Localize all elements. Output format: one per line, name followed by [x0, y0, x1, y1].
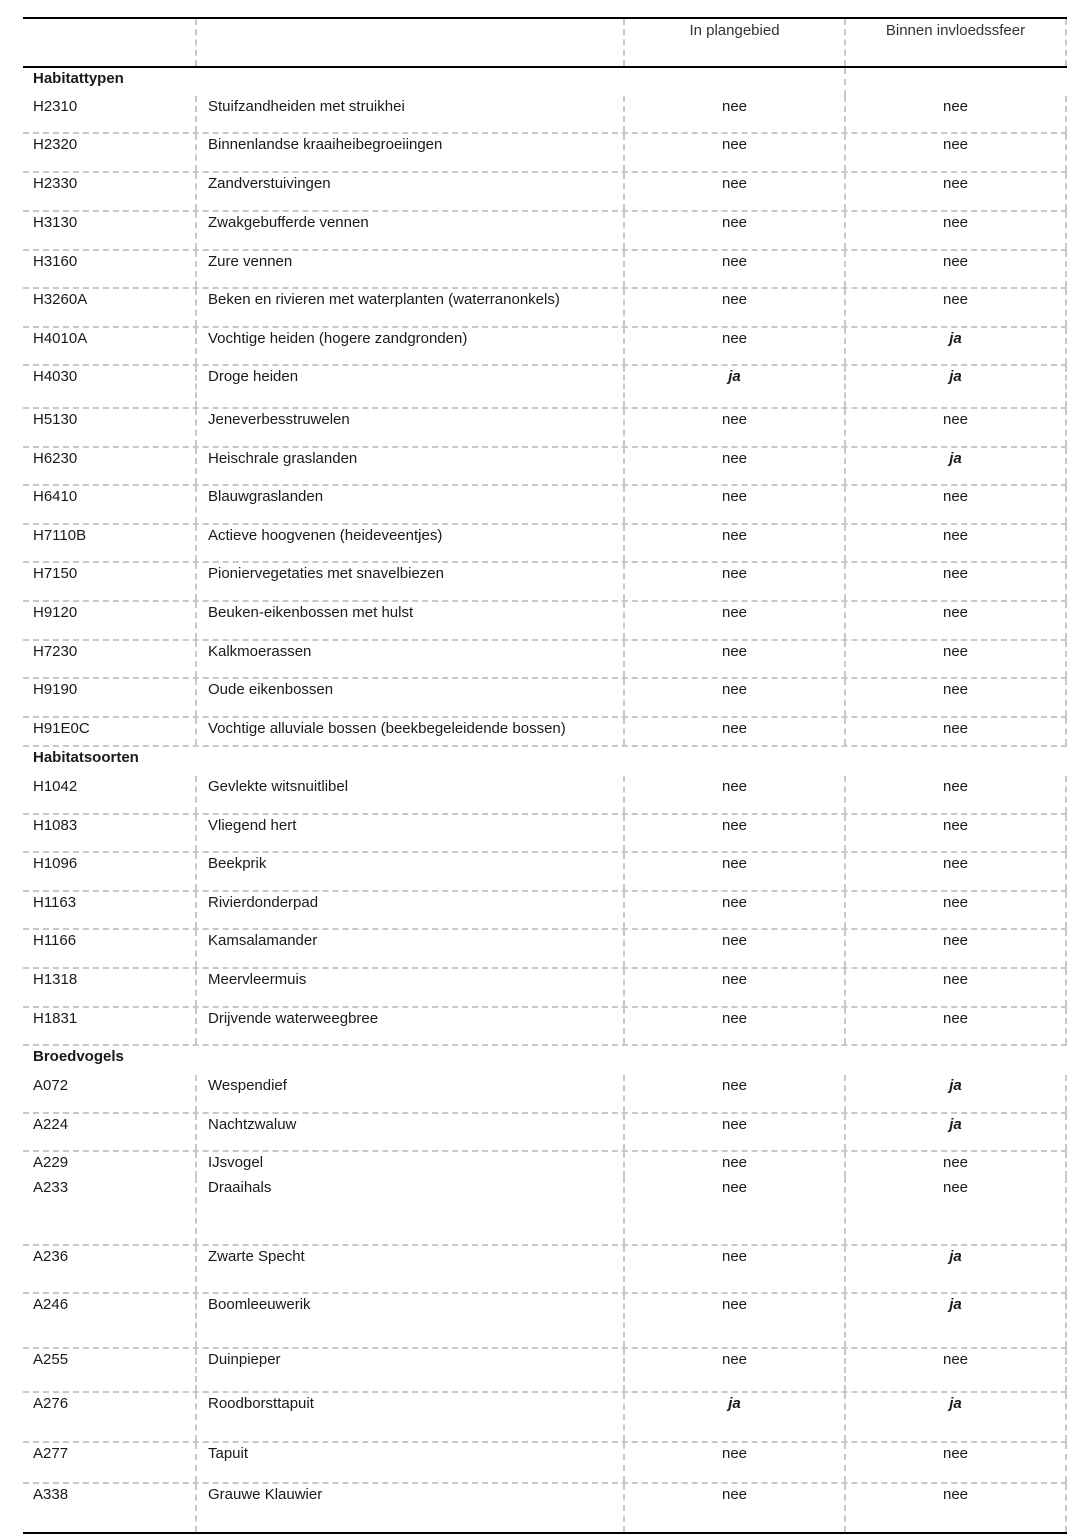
row-code: H2330	[23, 173, 197, 210]
table-row	[23, 969, 1067, 1008]
table-row	[23, 134, 1067, 173]
row-binnen-invloedssfeer: nee	[846, 212, 1067, 249]
row-code: A229	[23, 1152, 197, 1177]
row-name: Duinpieper	[197, 1349, 625, 1391]
section-title: Habitattypen	[33, 70, 124, 87]
row-code: A276	[23, 1393, 197, 1441]
row-in-plangebied: nee	[625, 1008, 846, 1044]
row-in-plangebied: nee	[625, 815, 846, 851]
row-code: H3130	[23, 212, 197, 249]
table-row	[23, 930, 1067, 969]
row-name: Kalkmoerassen	[197, 641, 625, 677]
row-in-plangebied: nee	[625, 289, 846, 326]
row-code: H6230	[23, 448, 197, 484]
row-name: Zwakgebufferde vennen	[197, 212, 625, 249]
row-binnen-invloedssfeer: ja	[846, 1114, 1067, 1150]
row-binnen-invloedssfeer: nee	[846, 853, 1067, 890]
row-binnen-invloedssfeer: nee	[846, 134, 1067, 171]
row-code: H3160	[23, 251, 197, 287]
row-binnen-invloedssfeer: ja	[846, 328, 1067, 364]
section-header	[23, 1046, 1067, 1075]
row-code: H1831	[23, 1008, 197, 1044]
row-in-plangebied: nee	[625, 1075, 846, 1112]
row-in-plangebied: nee	[625, 1443, 846, 1482]
table-header	[23, 17, 1067, 68]
row-binnen-invloedssfeer: nee	[846, 930, 1067, 967]
row-name: Rivierdonderpad	[197, 892, 625, 928]
row-name: Stuifzandheiden met struikhei	[197, 96, 625, 132]
row-code: H1166	[23, 930, 197, 967]
row-in-plangebied: nee	[625, 328, 846, 364]
row-name: Zandverstuivingen	[197, 173, 625, 210]
row-name: Nachtzwaluw	[197, 1114, 625, 1150]
table-row	[23, 289, 1067, 328]
row-name: Vochtige heiden (hogere zandgronden)	[197, 328, 625, 364]
row-binnen-invloedssfeer: nee	[846, 1152, 1067, 1177]
row-binnen-invloedssfeer: nee	[846, 1349, 1067, 1391]
header-in-plangebied: In plangebied	[625, 19, 846, 66]
table-row	[23, 1177, 1067, 1246]
row-name: Actieve hoogvenen (heideveentjes)	[197, 525, 625, 561]
row-code: A246	[23, 1294, 197, 1347]
row-name: Beken en rivieren met waterplanten (waterranonkels)	[197, 289, 625, 326]
row-in-plangebied: nee	[625, 1349, 846, 1391]
table-row	[23, 328, 1067, 366]
row-code: H1318	[23, 969, 197, 1006]
row-in-plangebied: nee	[625, 486, 846, 523]
row-in-plangebied: nee	[625, 409, 846, 446]
table-row	[23, 641, 1067, 679]
row-in-plangebied: nee	[625, 212, 846, 249]
row-code: A233	[23, 1177, 197, 1244]
row-binnen-invloedssfeer: nee	[846, 486, 1067, 523]
row-binnen-invloedssfeer: nee	[846, 525, 1067, 561]
row-in-plangebied: nee	[625, 1246, 846, 1292]
row-binnen-invloedssfeer: ja	[846, 1294, 1067, 1347]
table-row	[23, 212, 1067, 251]
row-binnen-invloedssfeer: nee	[846, 1443, 1067, 1482]
row-in-plangebied: nee	[625, 892, 846, 928]
row-binnen-invloedssfeer: ja	[846, 1393, 1067, 1441]
table-row	[23, 1152, 1067, 1177]
row-binnen-invloedssfeer: nee	[846, 289, 1067, 326]
row-binnen-invloedssfeer: nee	[846, 969, 1067, 1006]
row-code: H9190	[23, 679, 197, 716]
row-binnen-invloedssfeer: nee	[846, 96, 1067, 132]
row-code: H1163	[23, 892, 197, 928]
habitat-table	[23, 17, 1067, 1534]
row-name: Jeneverbesstruwelen	[197, 409, 625, 446]
section-header	[23, 747, 1067, 776]
row-binnen-invloedssfeer: nee	[846, 1484, 1067, 1532]
table-row	[23, 173, 1067, 212]
row-name: Vliegend hert	[197, 815, 625, 851]
row-name: Beuken-eikenbossen met hulst	[197, 602, 625, 639]
row-in-plangebied: nee	[625, 563, 846, 600]
row-in-plangebied: nee	[625, 1294, 846, 1347]
row-binnen-invloedssfeer: nee	[846, 892, 1067, 928]
row-code: A277	[23, 1443, 197, 1482]
table-row	[23, 486, 1067, 525]
row-binnen-invloedssfeer: nee	[846, 251, 1067, 287]
row-in-plangebied: nee	[625, 602, 846, 639]
row-in-plangebied: nee	[625, 525, 846, 561]
row-binnen-invloedssfeer: nee	[846, 815, 1067, 851]
table-row	[23, 1294, 1067, 1349]
row-binnen-invloedssfeer: ja	[846, 448, 1067, 484]
table-row	[23, 1114, 1067, 1152]
row-name: Draaihals	[197, 1177, 625, 1244]
row-name: Zwarte Specht	[197, 1246, 625, 1292]
row-code: A224	[23, 1114, 197, 1150]
row-code: H91E0C	[23, 718, 197, 745]
row-code: H7230	[23, 641, 197, 677]
row-name: Boomleeuwerik	[197, 1294, 625, 1347]
table-row	[23, 679, 1067, 718]
table-row	[23, 602, 1067, 641]
row-code: A338	[23, 1484, 197, 1532]
row-in-plangebied: nee	[625, 641, 846, 677]
table-row	[23, 815, 1067, 853]
row-in-plangebied: nee	[625, 679, 846, 716]
table-row	[23, 892, 1067, 930]
table-row	[23, 1075, 1067, 1114]
row-name: Zure vennen	[197, 251, 625, 287]
table-row	[23, 525, 1067, 563]
header-binnen-invloedssfeer: Binnen invloedssfeer	[846, 19, 1067, 66]
row-in-plangebied: nee	[625, 1114, 846, 1150]
row-code: A255	[23, 1349, 197, 1391]
row-code: H1083	[23, 815, 197, 851]
row-code: A072	[23, 1075, 197, 1112]
row-name: Gevlekte witsnuitlibel	[197, 776, 625, 813]
row-binnen-invloedssfeer: ja	[846, 366, 1067, 407]
row-name: Kamsalamander	[197, 930, 625, 967]
row-code: H1042	[23, 776, 197, 813]
row-name: Drijvende waterweegbree	[197, 1008, 625, 1044]
table-row	[23, 96, 1067, 134]
row-binnen-invloedssfeer: nee	[846, 563, 1067, 600]
table-body	[23, 68, 1067, 1534]
row-in-plangebied: nee	[625, 1152, 846, 1177]
table-row	[23, 718, 1067, 747]
row-name: Beekprik	[197, 853, 625, 890]
row-code: H1096	[23, 853, 197, 890]
row-name: Oude eikenbossen	[197, 679, 625, 716]
table-row	[23, 1008, 1067, 1046]
row-binnen-invloedssfeer: nee	[846, 1008, 1067, 1044]
row-in-plangebied: nee	[625, 930, 846, 967]
table-row	[23, 409, 1067, 448]
row-name: Vochtige alluviale bossen (beekbegeleidende bossen)	[197, 718, 625, 745]
row-name: Tapuit	[197, 1443, 625, 1482]
table-row	[23, 1443, 1067, 1484]
row-code: H7150	[23, 563, 197, 600]
row-code: H4030	[23, 366, 197, 407]
table-row	[23, 1349, 1067, 1393]
table-row	[23, 776, 1067, 815]
row-code: A236	[23, 1246, 197, 1292]
table-row	[23, 563, 1067, 602]
table-row	[23, 448, 1067, 486]
row-in-plangebied: ja	[625, 366, 846, 407]
row-code: H9120	[23, 602, 197, 639]
table-row	[23, 251, 1067, 289]
row-in-plangebied: nee	[625, 969, 846, 1006]
row-name: Heischrale graslanden	[197, 448, 625, 484]
row-code: H6410	[23, 486, 197, 523]
row-binnen-invloedssfeer: nee	[846, 641, 1067, 677]
row-name: Binnenlandse kraaiheibegroeiingen	[197, 134, 625, 171]
row-in-plangebied: nee	[625, 853, 846, 890]
row-binnen-invloedssfeer: nee	[846, 409, 1067, 446]
row-binnen-invloedssfeer: nee	[846, 173, 1067, 210]
row-name: Meervleermuis	[197, 969, 625, 1006]
row-binnen-invloedssfeer: nee	[846, 679, 1067, 716]
row-binnen-invloedssfeer: ja	[846, 1246, 1067, 1292]
row-binnen-invloedssfeer: nee	[846, 1177, 1067, 1244]
row-name: Blauwgraslanden	[197, 486, 625, 523]
row-binnen-invloedssfeer: nee	[846, 602, 1067, 639]
table-row	[23, 1246, 1067, 1294]
row-name: Grauwe Klauwier	[197, 1484, 625, 1532]
row-in-plangebied: nee	[625, 1484, 846, 1532]
row-binnen-invloedssfeer: ja	[846, 1075, 1067, 1112]
row-in-plangebied: nee	[625, 1177, 846, 1244]
row-in-plangebied: nee	[625, 718, 846, 745]
row-code: H4010A	[23, 328, 197, 364]
row-binnen-invloedssfeer: nee	[846, 718, 1067, 745]
row-name: IJsvogel	[197, 1152, 625, 1177]
row-code: H3260A	[23, 289, 197, 326]
table-row	[23, 1393, 1067, 1443]
row-code: H2320	[23, 134, 197, 171]
row-name: Roodborsttapuit	[197, 1393, 625, 1441]
section-title: Habitatsoorten	[33, 749, 139, 766]
section-title: Broedvogels	[33, 1048, 124, 1065]
table-row	[23, 853, 1067, 892]
row-code: H7110B	[23, 525, 197, 561]
table-row	[23, 366, 1067, 409]
row-in-plangebied: nee	[625, 448, 846, 484]
row-code: H5130	[23, 409, 197, 446]
section-header	[23, 68, 1067, 96]
row-in-plangebied: nee	[625, 134, 846, 171]
row-binnen-invloedssfeer: nee	[846, 776, 1067, 813]
row-code: H2310	[23, 96, 197, 132]
row-in-plangebied: ja	[625, 1393, 846, 1441]
row-name: Pioniervegetaties met snavelbiezen	[197, 563, 625, 600]
row-in-plangebied: nee	[625, 173, 846, 210]
row-name: Wespendief	[197, 1075, 625, 1112]
row-in-plangebied: nee	[625, 96, 846, 132]
row-in-plangebied: nee	[625, 251, 846, 287]
table-row	[23, 1484, 1067, 1534]
row-in-plangebied: nee	[625, 776, 846, 813]
row-name: Droge heiden	[197, 366, 625, 407]
